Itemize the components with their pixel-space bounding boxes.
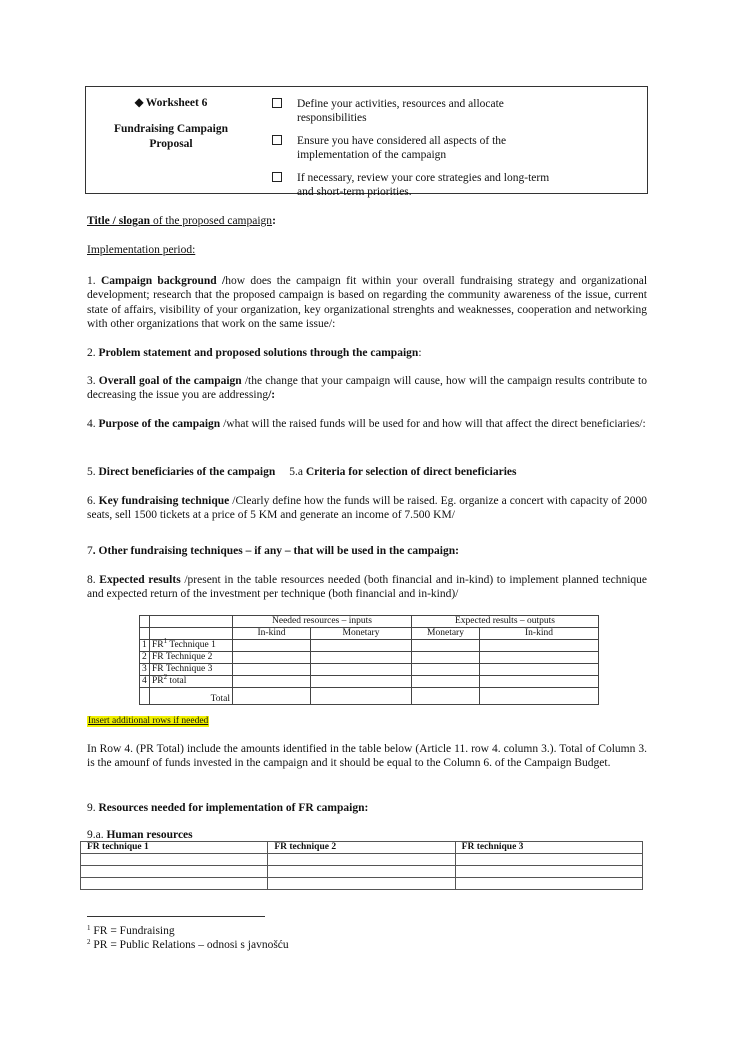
col-inkind-output: In-kind bbox=[480, 628, 599, 640]
section-9a-human-resources: 9.a. Human resources bbox=[87, 829, 193, 841]
expected-results-header: Expected results – outputs bbox=[412, 616, 599, 628]
footnote-divider bbox=[87, 916, 265, 917]
human-resources-table bbox=[80, 841, 643, 890]
worksheet-title: ◆ Worksheet 6 bbox=[134, 95, 208, 109]
section-7-other-techniques: 7. Other fundraising techniques – if any – that will be used in the campaign: bbox=[87, 545, 459, 557]
section-3-overall-goal: 3. Overall goal of the campaign /the change that your campaign will cause, how will the campaign results contribute to decreasing the issue you are addressing/: bbox=[87, 375, 647, 402]
col-fr-technique-1: FR technique 1 bbox=[81, 842, 268, 854]
worksheet-subtitle: Fundraising Campaign Proposal bbox=[113, 123, 229, 150]
document-page bbox=[87, 86, 648, 951]
table-row bbox=[140, 688, 599, 705]
checklist-item: Define your activities, resources and allocate responsibilities bbox=[272, 97, 562, 126]
diamond-bullet-icon: ◆ bbox=[134, 95, 144, 109]
insert-rows-note: Insert additional rows if needed bbox=[88, 716, 209, 726]
table-row: 2 FR Technique 2 bbox=[140, 652, 599, 664]
checklist-item: If necessary, review your core strategies and long-term and short-term priorities. bbox=[272, 171, 562, 200]
section-8-expected-results: 8. Expected results /present in the table resources needed (both financial and in-kind) to implement planned technique and expected return of the investment per technique (both financial and in-kind)/ bbox=[87, 574, 648, 601]
table-row bbox=[140, 628, 599, 640]
implementation-period: Implementation period: bbox=[87, 244, 196, 256]
col-fr-technique-2: FR technique 2 bbox=[268, 842, 455, 854]
footnote-1: $^1$ FR = Fundraising bbox=[87, 924, 175, 937]
expected-results-table bbox=[139, 615, 599, 705]
section-4-purpose: 4. Purpose of the campaign /what will the raised funds will be used for and how will that affect the direct beneficiaries/: bbox=[87, 418, 646, 430]
section-2-problem-statement: 2. Problem statement and proposed solutions through the campaign: bbox=[87, 347, 422, 359]
worksheet-title-block bbox=[86, 95, 256, 151]
worksheet-header-box bbox=[85, 86, 648, 198]
section-9-resources: 9. Resources needed for implementation of FR campaign: bbox=[87, 802, 369, 814]
total-label: Total bbox=[150, 688, 233, 705]
footnote-2: $^2$ PR = Public Relations – odnosi s javnošću bbox=[87, 938, 289, 951]
table-row: 3 FR Technique 3 bbox=[140, 664, 599, 676]
checkbox-icon bbox=[272, 135, 282, 145]
worksheet-checklist bbox=[272, 97, 562, 207]
section-6-key-technique: 6. Key fundraising technique /Clearly define how the funds will be raised. Eg. organize a concert with capacity of 2000 seats, sell 1500 tickets at a price of 5 KM and generate an income of 7.500 KM/ bbox=[87, 495, 647, 522]
table-row bbox=[81, 878, 643, 890]
section-1-campaign-background: 1. Campaign background /how does the campaign fit within your overall fundraising strategy and organizational development; research that the proposed campaign is based on regarding the community awareness of the issue, current state of affairs, visibility of your organization, key organizational strenghts and weaknesses, cooperation and networking with other organizations that work on the same issue/: bbox=[87, 275, 648, 331]
table-row bbox=[81, 842, 643, 854]
title-slogan-line: Title / slogan of the proposed campaign: bbox=[87, 215, 276, 227]
checklist-item: Ensure you have considered all aspects of the implementation of the campaign bbox=[272, 134, 562, 163]
table-row: 4 $PR^2$ total bbox=[140, 676, 599, 688]
col-monetary-output: Monetary bbox=[412, 628, 480, 640]
needed-resources-header: Needed resources – inputs bbox=[233, 616, 412, 628]
table-row: 1 $FR^1$ Technique 1 bbox=[140, 640, 599, 652]
col-monetary-input: Monetary bbox=[311, 628, 412, 640]
checkbox-icon bbox=[272, 98, 282, 108]
col-inkind-input: In-kind bbox=[233, 628, 311, 640]
table-row bbox=[81, 866, 643, 878]
row4-instruction: In Row 4. (PR Total) include the amounts identified in the table below (Article 11. row 4. column 3.). Total of Column 3. is the amounf of funds invested in the campaign and it should be equal to the Column 6. of the Campaign Budget. bbox=[87, 743, 647, 770]
checkbox-icon bbox=[272, 172, 282, 182]
section-5-direct-beneficiaries: 5. Direct beneficiaries of the campaign 5.a Criteria for selection of direct beneficiaries bbox=[87, 466, 517, 478]
table-row bbox=[81, 854, 643, 866]
col-fr-technique-3: FR technique 3 bbox=[455, 842, 642, 854]
table-row bbox=[140, 616, 599, 628]
